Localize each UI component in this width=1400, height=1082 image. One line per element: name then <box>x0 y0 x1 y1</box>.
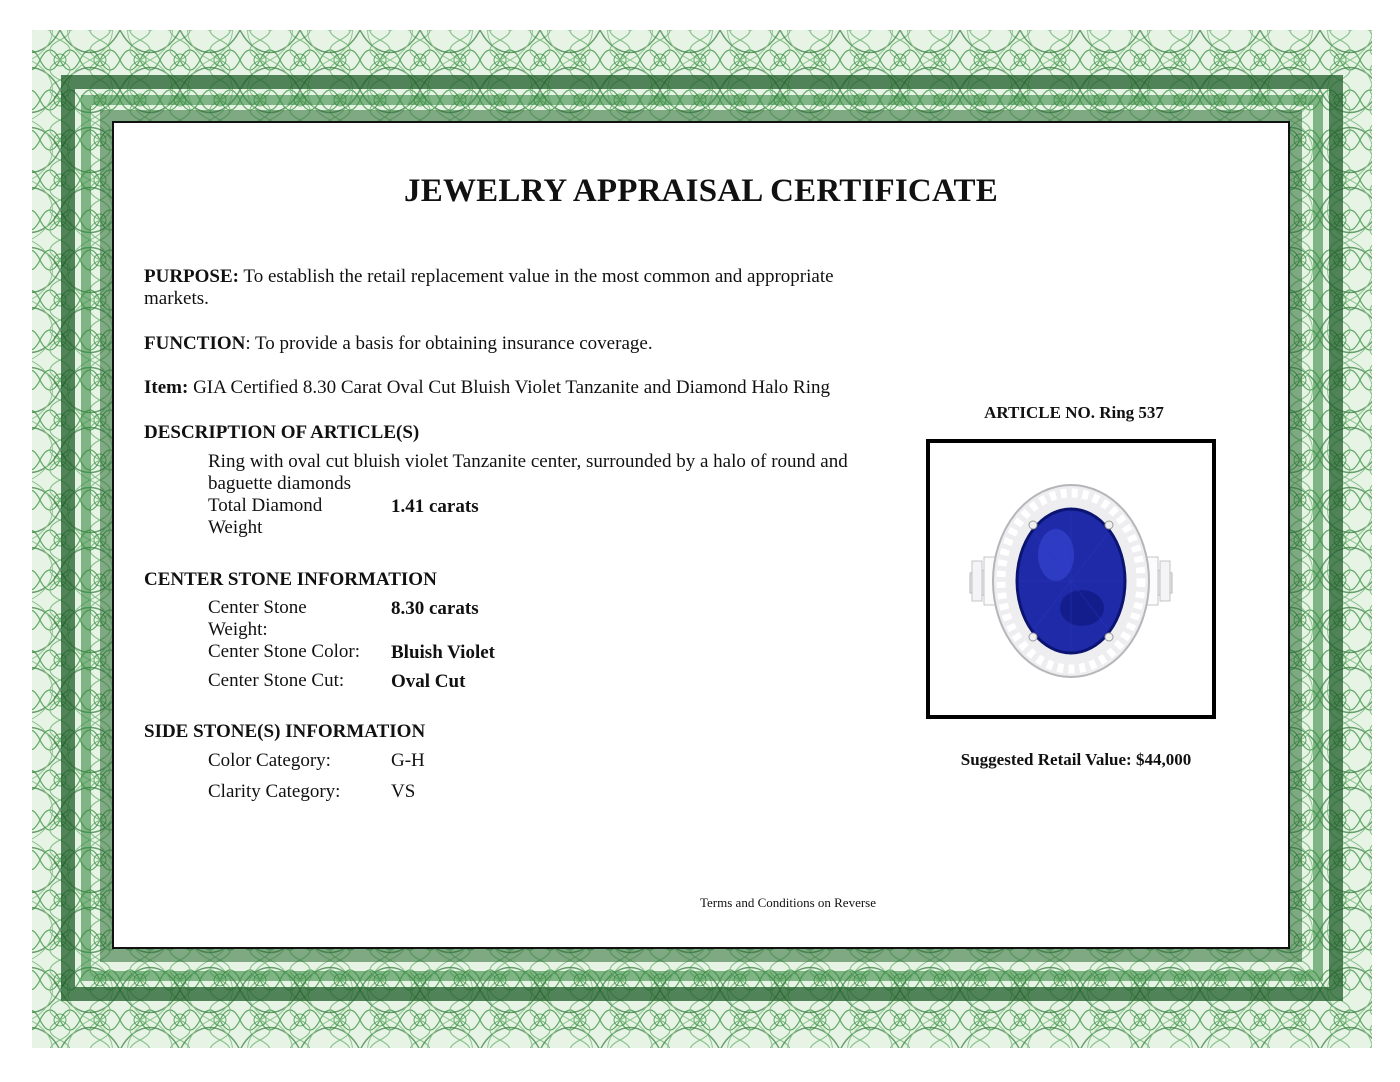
item-label: Item: <box>144 377 189 398</box>
description-heading: DESCRIPTION OF ARTICLE(S) <box>144 422 420 443</box>
purpose-text: To establish the retail replacement value in the most common and appropriate markets. <box>144 266 834 309</box>
side-stones-heading: SIDE STONE(S) INFORMATION <box>144 721 426 742</box>
article-number: ARTICLE NO. Ring 537 <box>984 403 1164 422</box>
total-diamond-label: Total Diamond Weight <box>208 495 323 538</box>
ring-image-icon <box>930 443 1212 715</box>
function-text: : To provide a basis for obtaining insurance coverage. <box>245 333 653 354</box>
item-paragraph <box>144 377 904 399</box>
terms-note: Terms and Conditions on Reverse <box>700 895 877 910</box>
function-paragraph <box>144 333 864 355</box>
certificate-title: JEWELRY APPRAISAL CERTIFICATE <box>404 173 998 209</box>
ring-photo-frame <box>926 439 1216 719</box>
center-color-label: Center Stone Color: <box>208 641 360 662</box>
center-cut-value: Oval Cut <box>391 671 466 692</box>
purpose-label: PURPOSE: <box>144 266 239 287</box>
item-text: GIA Certified 8.30 Carat Oval Cut Bluish Violet Tanzanite and Diamond Halo Ring <box>193 377 830 398</box>
center-weight-value: 8.30 carats <box>391 598 479 619</box>
center-stone-heading: CENTER STONE INFORMATION <box>144 569 437 590</box>
center-color-value: Bluish Violet <box>391 642 495 663</box>
color-category-label: Color Category: <box>208 750 331 771</box>
description-text: Ring with oval cut bluish violet Tanzanite center, surrounded by a halo of round and baguette diamonds <box>208 451 848 494</box>
clarity-category-value: VS <box>391 781 416 802</box>
center-cut-label: Center Stone Cut: <box>208 670 345 691</box>
retail-value: Suggested Retail Value: $44,000 <box>960 750 1192 769</box>
total-diamond-value: 1.41 carats <box>391 496 479 517</box>
certificate-panel <box>112 121 1290 949</box>
color-category-value: G-H <box>391 750 425 771</box>
clarity-category-label: Clarity Category: <box>208 781 341 802</box>
purpose-paragraph <box>144 266 864 310</box>
function-label: FUNCTION <box>144 333 246 354</box>
center-weight-label: Center Stone Weight: <box>208 597 307 640</box>
